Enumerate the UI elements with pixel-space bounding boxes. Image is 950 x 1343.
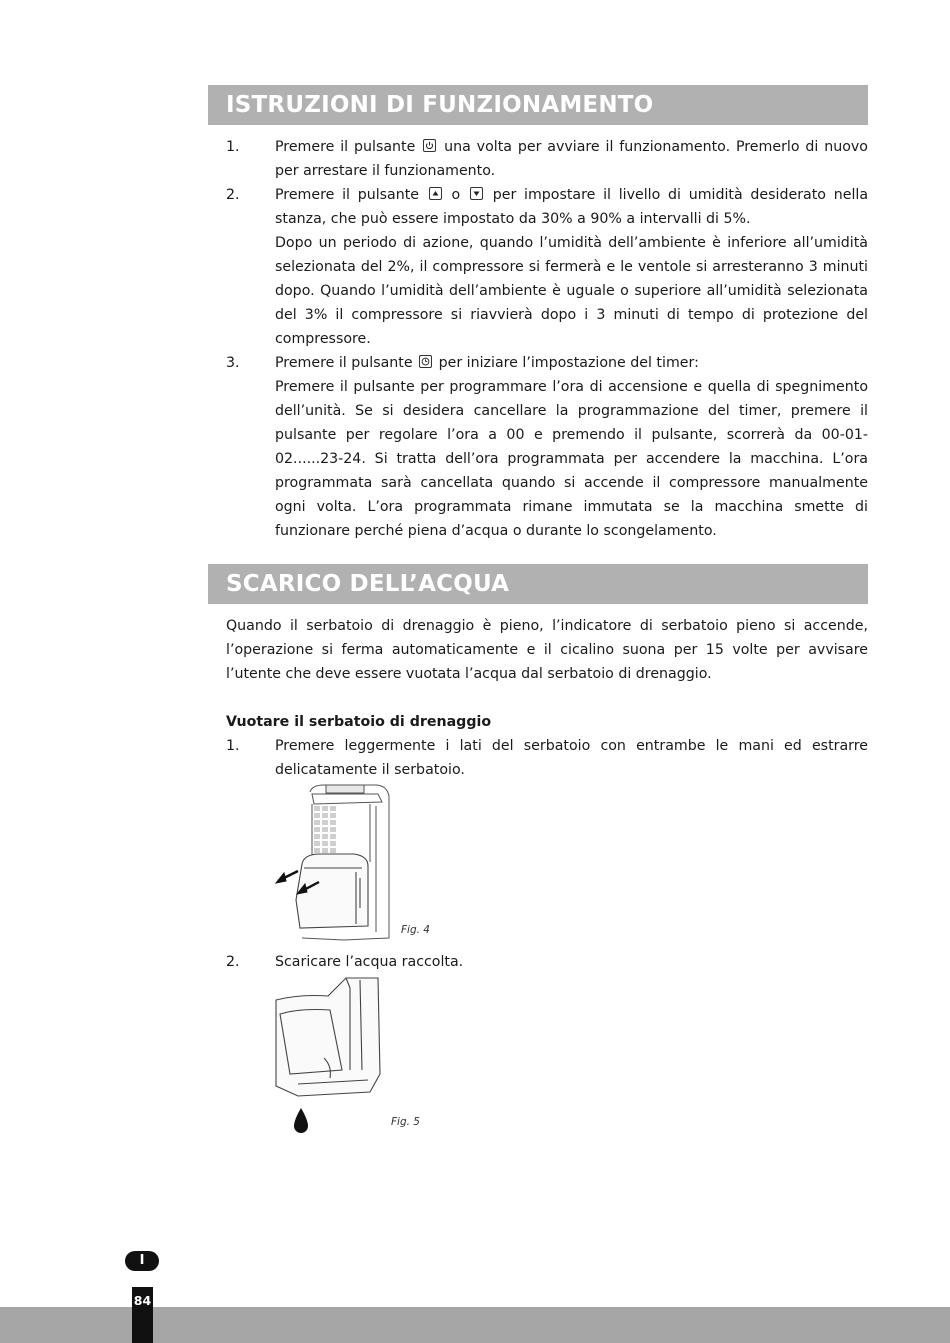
drain-intro-paragraph: Quando il serbatoio di drenaggio è pieno, l’indicatore di serbatoio pieno si accende, l’operazione si ferma automaticamente e il cicalino suona per 15 volte per avvisare l’utente che deve essere vuotata l’acqua dal serbatoio di drenaggio. xyxy=(226,618,868,682)
dehumidifier-tank-removal-illustration xyxy=(272,782,397,944)
step-paragraph: Dopo un periodo di azione, quando l’umidità dell’ambiente è inferiore all’umidità selezionata del 2%, il compressore si fermerà e le ventole si arresteranno 3 minuti dopo. Quando l’umidità dell’ambiente è uguale o superiore all’umidità selezionata del 3% il compressore si riavvierà dopo i 3 minuti di tempo di protezione del compressore. xyxy=(275,235,868,347)
step-text: per impostare il livello di umidità desiderato nella stanza, che può essere impostato da 30% a 90% a intervalli di 5%. xyxy=(275,187,869,227)
drain-steps-list xyxy=(226,734,868,782)
up-arrow-button-icon xyxy=(429,187,442,200)
step-text: Premere leggermente i lati del serbatoio con entrambe le mani ed estrarre delicatamente il serbatoio. xyxy=(275,738,868,778)
page-number: 84 xyxy=(132,1287,153,1343)
step-text: Premere il pulsante xyxy=(275,139,416,155)
step-paragraph: Premere il pulsante per programmare l’ora di accensione e quella di spegnimento dell’unità. Se si desidera cancellare la programmazione del timer, premere il pulsante per regolare l’ora a 00 e premendo il pulsante, scorrerà da 00-01-02......23-24. Si tratta dell’ora programmata per accendere la macchina. L’ora programmata sarà cancellata quando si accende il compressore manualmente ogni volta. L’ora programmata rimane immutata se la macchina smette di funzionare perché piena d’acqua o durante lo scongelamento. xyxy=(275,379,868,539)
step-number: 1. xyxy=(226,139,240,155)
step-text: una volta per avviare il funzionamento. Premerlo di nuovo per arrestare il funzionamento. xyxy=(275,139,868,179)
power-button-icon xyxy=(423,139,436,152)
list-item xyxy=(226,351,868,543)
tank-emptying-illustration xyxy=(270,974,385,1136)
down-arrow-button-icon xyxy=(470,187,483,200)
figure-caption: Fig. 4 xyxy=(401,924,430,936)
step-number: 2. xyxy=(226,187,240,203)
timer-button-icon xyxy=(419,355,432,368)
step-number: 3. xyxy=(226,355,240,371)
figure-caption: Fig. 5 xyxy=(391,1116,420,1128)
step-text: Premere il pulsante xyxy=(275,355,413,371)
operating-steps-list xyxy=(226,135,868,543)
list-item xyxy=(226,183,868,351)
section-title-operating-instructions: ISTRUZIONI DI FUNZIONAMENTO xyxy=(208,85,868,125)
step-number: 2. xyxy=(226,954,240,970)
list-item xyxy=(226,135,868,183)
step-text: per iniziare l’impostazione del timer: xyxy=(438,355,699,371)
drain-steps-list-continued xyxy=(226,950,868,974)
section-title-water-drain: SCARICO DELL’ACQUA xyxy=(208,564,868,604)
step-text: Premere il pulsante xyxy=(275,187,420,203)
step-text: Scaricare l’acqua raccolta. xyxy=(275,954,464,970)
list-item xyxy=(226,950,868,974)
list-item xyxy=(226,734,868,782)
subheading-empty-tank: Vuotare il serbatoio di drenaggio xyxy=(226,714,492,730)
step-text: o xyxy=(451,187,461,203)
step-number: 1. xyxy=(226,738,240,754)
language-indicator: I xyxy=(125,1251,159,1271)
